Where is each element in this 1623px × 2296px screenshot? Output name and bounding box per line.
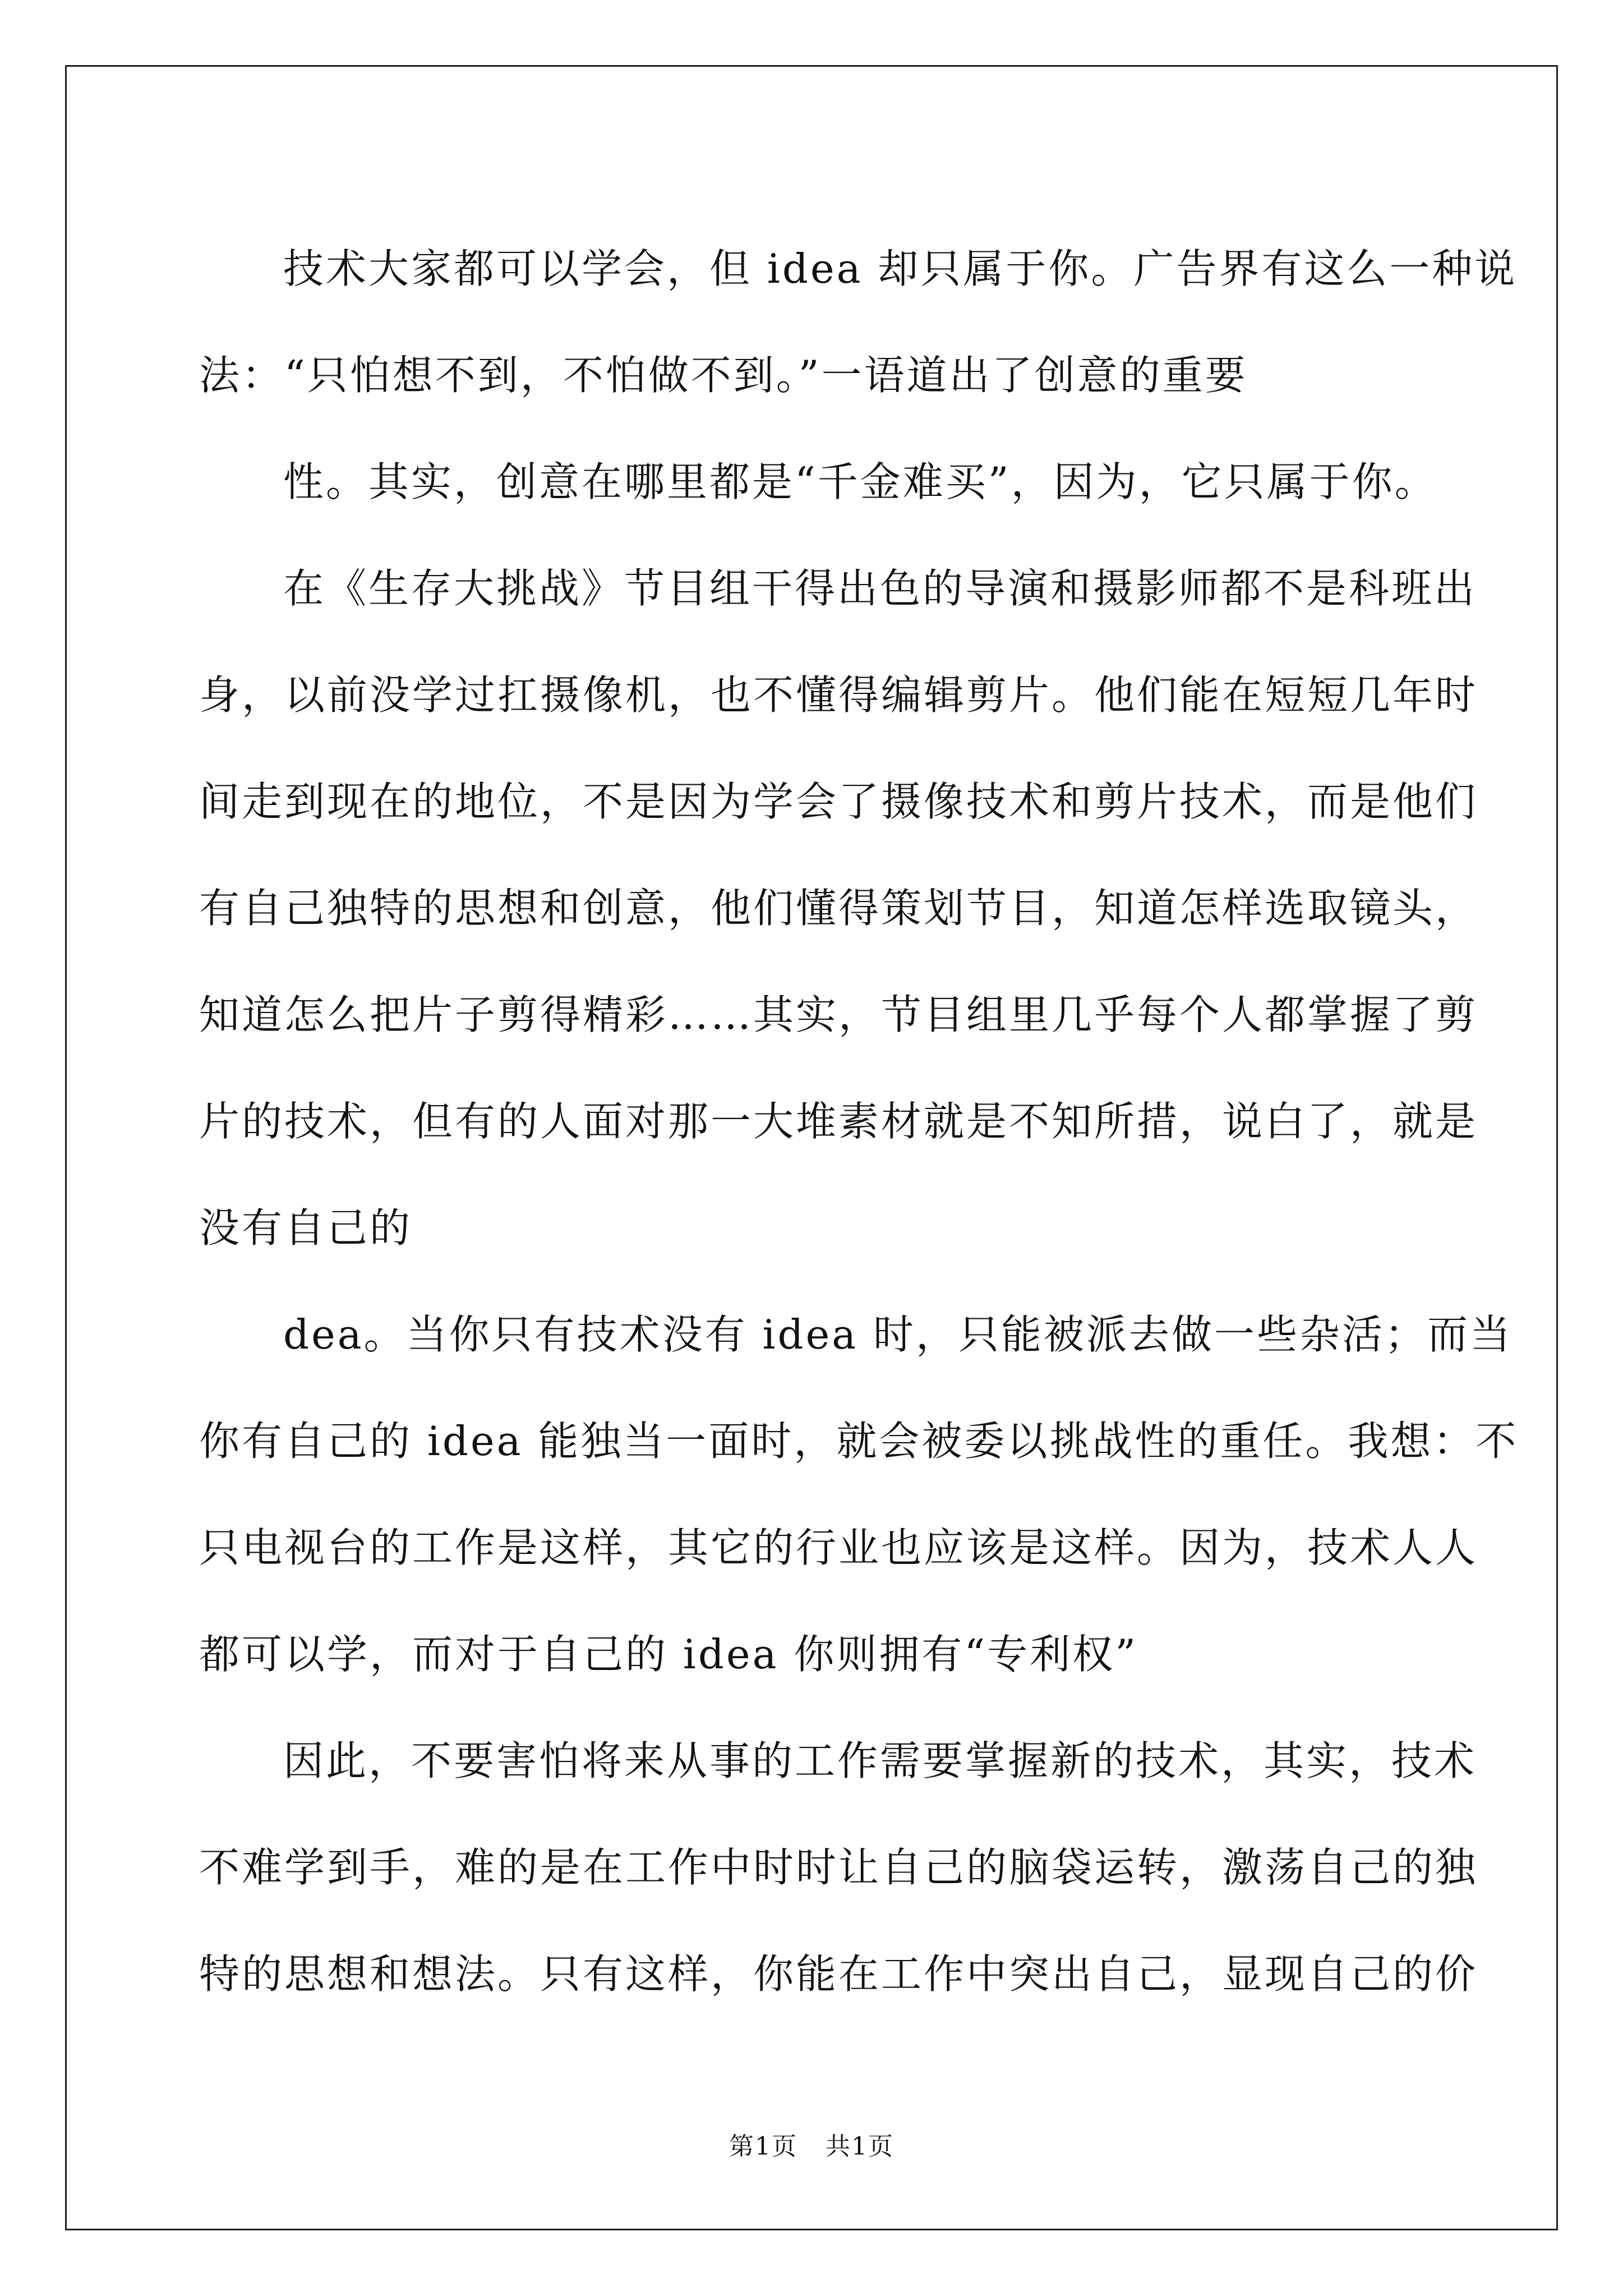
text-line: 身，以前没学过扛摄像机，也不懂得编辑剪片。他们能在短短几年时 (199, 671, 1478, 719)
text-line: 间走到现在的地位，不是因为学会了摄像技术和剪片技术，而是他们 (199, 778, 1478, 825)
text-line: 法：“只怕想不到，不怕做不到。”一语道出了创意的重要 (199, 352, 1248, 399)
text-line: 只电视台的工作是这样，其它的行业也应该是这样。因为，技术人人 (199, 1524, 1478, 1571)
text-line: 片的技术，但有的人面对那一大堆素材就是不知所措，说白了，就是 (199, 1098, 1478, 1145)
text-line: 技术大家都可以学会，但 idea 却只属于你。广告界有这么一种说 (283, 245, 1518, 292)
text-line: 因此，不要害怕将来从事的工作需要掌握新的技术，其实，技术 (283, 1737, 1477, 1784)
text-line: 性。其实，创意在哪里都是“千金难买”，因为，它只属于你。 (283, 458, 1437, 505)
text-line: 特的思想和想法。只有这样，你能在工作中突出自己，显现自己的价 (199, 1950, 1478, 1998)
text-line: 知道怎么把片子剪得精彩……其实，节目组里几乎每个人都掌握了剪 (199, 991, 1478, 1038)
text-line: 有自己独特的思想和创意，他们懂得策划节目，知道怎样选取镜头， (199, 885, 1478, 932)
text-line: 你有自己的 idea 能独当一面时，就会被委以挑战性的重任。我想：不 (199, 1418, 1519, 1465)
page-number-current: 第1页 (729, 2132, 797, 2161)
page-number-total: 共1页 (826, 2132, 894, 2161)
document-body (199, 215, 1519, 2027)
text-line: 没有自己的 (199, 1204, 413, 1251)
text-line: 在《生存大挑战》节目组干得出色的导演和摄影师都不是科班出 (283, 565, 1477, 612)
text-line: 不难学到手，难的是在工作中时时让自己的脑袋运转，激荡自己的独 (199, 1844, 1478, 1891)
text-line: dea。当你只有技术没有 idea 时，只能被派去做一些杂活；而当 (283, 1311, 1513, 1358)
text-line: 都可以学，而对于自己的 idea 你则拥有“专利权” (199, 1631, 1138, 1678)
page-footer (0, 2126, 1623, 2162)
